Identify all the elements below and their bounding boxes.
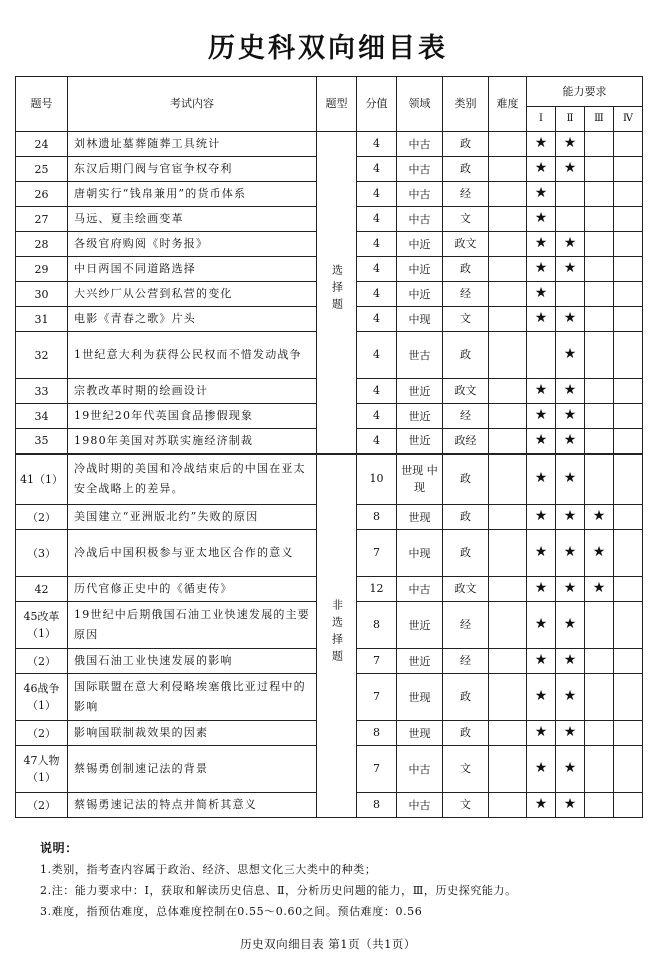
star-icon: ★ <box>534 431 548 448</box>
score: 8 <box>357 505 397 530</box>
star-icon: ★ <box>563 724 577 740</box>
score: 4 <box>357 182 397 207</box>
domain: 中古 <box>397 746 443 793</box>
ability-1-cell <box>527 379 556 404</box>
ability-1-cell <box>527 674 556 721</box>
ability-1-cell <box>527 182 556 207</box>
score: 7 <box>357 746 397 793</box>
domain: 世现 <box>397 674 443 721</box>
ability-2-cell <box>556 232 585 257</box>
category: 文 <box>443 793 489 818</box>
score: 4 <box>357 132 397 157</box>
ability-3-cell <box>585 721 614 746</box>
ability-1-cell <box>527 746 556 793</box>
question-number: 33 <box>16 379 68 404</box>
ability-4-cell <box>614 649 643 674</box>
domain: 世近 <box>397 429 443 454</box>
score: 4 <box>357 232 397 257</box>
category: 经 <box>443 404 489 429</box>
exam-content: 美国建立“亚洲版北约”失败的原因 <box>68 505 317 530</box>
difficulty <box>489 207 527 232</box>
header-ability-3: Ⅲ <box>585 107 614 132</box>
difficulty <box>489 746 527 793</box>
exam-content: 冷战后中国积极参与亚太地区合作的意义 <box>68 530 317 577</box>
note-line: 2.注：能力要求中：Ⅰ，获取和解读历史信息、Ⅱ，分析历史问题的能力，Ⅲ，历史探究能力。 <box>40 884 517 897</box>
ability-4-cell <box>614 232 643 257</box>
ability-3-cell <box>585 379 614 404</box>
ability-2-cell <box>556 746 585 793</box>
ability-4-cell <box>614 674 643 721</box>
ability-4-cell <box>614 530 643 577</box>
category: 政经 <box>443 429 489 454</box>
ability-2-cell <box>556 721 585 746</box>
category: 政 <box>443 454 489 505</box>
domain: 世近 <box>397 602 443 649</box>
ability-2-cell <box>556 157 585 182</box>
ability-1-cell <box>527 332 556 379</box>
ability-1-cell <box>527 793 556 818</box>
header-score: 分值 <box>357 77 397 132</box>
ability-3-cell <box>585 282 614 307</box>
ability-1-cell <box>527 207 556 232</box>
ability-4-cell <box>614 182 643 207</box>
difficulty <box>489 257 527 282</box>
category: 政 <box>443 674 489 721</box>
header-content: 考试内容 <box>68 77 317 132</box>
ability-4-cell <box>614 429 643 454</box>
ability-1-cell <box>527 429 556 454</box>
ability-1-cell <box>527 307 556 332</box>
ability-3-cell <box>585 332 614 379</box>
category: 政 <box>443 257 489 282</box>
header-difficulty: 难度 <box>489 77 527 132</box>
question-number: （3） <box>16 530 68 577</box>
difficulty <box>489 505 527 530</box>
question-number: 24 <box>16 132 68 157</box>
star-icon: ★ <box>563 346 577 362</box>
domain: 中古 <box>397 207 443 232</box>
ability-3-cell <box>585 454 614 505</box>
ability-1-cell <box>527 157 556 182</box>
exam-content: 各级官府购阅《时务报》 <box>68 232 317 257</box>
score: 7 <box>357 530 397 577</box>
question-number: 34 <box>16 404 68 429</box>
ability-2-cell <box>556 793 585 818</box>
star-icon: ★ <box>534 382 548 398</box>
header-type: 题型 <box>317 77 357 132</box>
difficulty <box>489 602 527 649</box>
ability-1-cell <box>527 232 556 257</box>
star-icon: ★ <box>563 235 577 251</box>
domain: 世近 <box>397 404 443 429</box>
category: 政文 <box>443 379 489 404</box>
ability-2-cell <box>556 429 585 454</box>
ability-1-cell <box>527 454 556 505</box>
star-icon: ★ <box>563 688 577 704</box>
star-icon: ★ <box>563 160 577 176</box>
question-number: 27 <box>16 207 68 232</box>
question-number: 31 <box>16 307 68 332</box>
exam-content: 中日两国不同道路选择 <box>68 257 317 282</box>
question-number: 42 <box>16 577 68 602</box>
ability-2-cell <box>556 649 585 674</box>
star-icon: ★ <box>534 508 548 524</box>
question-number: 29 <box>16 257 68 282</box>
ability-4-cell <box>614 454 643 505</box>
score: 7 <box>357 649 397 674</box>
score: 4 <box>357 307 397 332</box>
difficulty <box>489 379 527 404</box>
spec-table <box>15 76 643 818</box>
difficulty <box>489 182 527 207</box>
exam-content: 刘林遗址墓葬随葬工具统计 <box>68 132 317 157</box>
header-ability-4: Ⅳ <box>614 107 643 132</box>
ability-3-cell <box>585 793 614 818</box>
ability-1-cell <box>527 530 556 577</box>
ability-4-cell <box>614 505 643 530</box>
question-number: 47人物（1） <box>16 746 68 793</box>
ability-1-cell <box>527 404 556 429</box>
difficulty <box>489 332 527 379</box>
star-icon: ★ <box>534 235 548 251</box>
table-row <box>16 132 643 157</box>
star-icon: ★ <box>534 135 548 151</box>
ability-2-cell <box>556 207 585 232</box>
difficulty <box>489 429 527 454</box>
category: 政 <box>443 132 489 157</box>
ability-2-cell <box>556 404 585 429</box>
score: 7 <box>357 674 397 721</box>
category: 政 <box>443 505 489 530</box>
ability-3-cell <box>585 674 614 721</box>
exam-content: 1980年美国对苏联实施经济制裁 <box>68 429 317 454</box>
page-footer: 历史双向细目表 第1页（共1页） <box>240 937 416 951</box>
ability-4-cell <box>614 257 643 282</box>
ability-3-cell <box>585 649 614 674</box>
exam-content: 影响国联制裁效果的因素 <box>68 721 317 746</box>
ability-4-cell <box>614 332 643 379</box>
category: 经 <box>443 282 489 307</box>
ability-1-cell <box>527 577 556 602</box>
category: 文 <box>443 307 489 332</box>
star-icon: ★ <box>563 382 577 398</box>
ability-2-cell <box>556 132 585 157</box>
star-icon: ★ <box>563 470 577 487</box>
ability-3-cell <box>585 602 614 649</box>
category: 经 <box>443 182 489 207</box>
category: 文 <box>443 746 489 793</box>
ability-2-cell <box>556 454 585 505</box>
category: 政文 <box>443 232 489 257</box>
question-number: 26 <box>16 182 68 207</box>
star-icon: ★ <box>534 544 548 560</box>
ability-4-cell <box>614 157 643 182</box>
score: 4 <box>357 429 397 454</box>
category: 政 <box>443 157 489 182</box>
domain: 中近 <box>397 282 443 307</box>
exam-content: 马远、夏圭绘画变革 <box>68 207 317 232</box>
exam-content: 蔡锡勇创制速记法的背景 <box>68 746 317 793</box>
domain: 中近 <box>397 257 443 282</box>
difficulty <box>489 132 527 157</box>
star-icon: ★ <box>563 508 577 524</box>
question-number: （2） <box>16 793 68 818</box>
star-icon: ★ <box>534 310 548 326</box>
domain: 世近 <box>397 649 443 674</box>
exam-content: 电影《青春之歌》片头 <box>68 307 317 332</box>
ability-4-cell <box>614 721 643 746</box>
ability-1-cell <box>527 602 556 649</box>
note-line: 3.难度，指预估难度，总体难度控制在0.55～0.60之间。预估难度：0.56 <box>40 905 423 918</box>
ability-2-cell <box>556 530 585 577</box>
domain: 世近 <box>397 379 443 404</box>
star-icon: ★ <box>534 185 548 201</box>
star-icon: ★ <box>534 470 548 487</box>
exam-content: 东汉后期门阀与官宦争权夺利 <box>68 157 317 182</box>
ability-1-cell <box>527 282 556 307</box>
star-icon: ★ <box>534 616 548 632</box>
ability-3-cell <box>585 157 614 182</box>
notes <box>40 838 640 922</box>
difficulty <box>489 793 527 818</box>
header-ability: 能力要求 <box>527 77 643 107</box>
exam-content: 19世纪中后期俄国石油工业快速发展的主要原因 <box>68 602 317 649</box>
header-no: 题号 <box>16 77 68 132</box>
ability-1-cell <box>527 649 556 674</box>
ability-3-cell <box>585 232 614 257</box>
difficulty <box>489 577 527 602</box>
question-number: 46战争（1） <box>16 674 68 721</box>
notes-heading: 说明： <box>40 841 78 855</box>
star-icon: ★ <box>563 135 577 151</box>
exam-content: 冷战时期的美国和冷战结束后的中国在亚太安全战略上的差异。 <box>68 454 317 505</box>
question-number: 32 <box>16 332 68 379</box>
page-title: 历史科双向细目表 <box>208 33 448 64</box>
ability-3-cell <box>585 429 614 454</box>
score: 4 <box>357 282 397 307</box>
category: 政 <box>443 530 489 577</box>
ability-3-cell <box>585 746 614 793</box>
star-icon: ★ <box>534 796 548 812</box>
domain: 世古 <box>397 332 443 379</box>
ability-2-cell <box>556 282 585 307</box>
ability-2-cell <box>556 505 585 530</box>
score: 4 <box>357 207 397 232</box>
ability-1-cell <box>527 721 556 746</box>
ability-4-cell <box>614 132 643 157</box>
ability-3-cell <box>585 530 614 577</box>
difficulty <box>489 530 527 577</box>
exam-content: 19世纪20年代英国食品掺假现象 <box>68 404 317 429</box>
domain: 中古 <box>397 793 443 818</box>
domain: 世现 <box>397 721 443 746</box>
table-body <box>16 132 643 818</box>
ability-3-cell <box>585 132 614 157</box>
question-number: 41（1） <box>16 454 68 505</box>
exam-content: 唐朝实行“钱帛兼用”的货币体系 <box>68 182 317 207</box>
exam-content: 1世纪意大利为获得公民权而不惜发动战争 <box>68 332 317 379</box>
domain: 中古 <box>397 132 443 157</box>
category: 经 <box>443 602 489 649</box>
score: 4 <box>357 404 397 429</box>
table-row <box>16 454 643 505</box>
score: 8 <box>357 793 397 818</box>
difficulty <box>489 157 527 182</box>
type-label: 非选择题 <box>330 599 344 668</box>
difficulty <box>489 307 527 332</box>
question-number: 28 <box>16 232 68 257</box>
ability-1-cell <box>527 257 556 282</box>
star-icon: ★ <box>534 160 548 176</box>
star-icon: ★ <box>534 652 548 668</box>
star-icon: ★ <box>563 796 577 812</box>
category: 经 <box>443 649 489 674</box>
question-number: 30 <box>16 282 68 307</box>
domain: 中现 <box>397 530 443 577</box>
header-ability-1: Ⅰ <box>527 107 556 132</box>
ability-2-cell <box>556 379 585 404</box>
exam-content: 大兴纱厂从公营到私营的变化 <box>68 282 317 307</box>
star-icon: ★ <box>534 407 548 423</box>
domain: 中近 <box>397 232 443 257</box>
star-icon: ★ <box>534 580 548 596</box>
type-label: 选择题 <box>330 264 344 316</box>
ability-4-cell <box>614 207 643 232</box>
type-nonchoice <box>317 454 357 818</box>
domain: 中古 <box>397 157 443 182</box>
ability-2-cell <box>556 577 585 602</box>
question-number: （2） <box>16 721 68 746</box>
note-line: 1.类别，指考查内容属于政治、经济、思想文化三大类中的种类； <box>40 863 377 876</box>
score: 8 <box>357 721 397 746</box>
ability-2-cell <box>556 182 585 207</box>
exam-content: 国际联盟在意大利侵略埃塞俄比亚过程中的影响 <box>68 674 317 721</box>
domain: 世现 <box>397 505 443 530</box>
exam-content: 历代官修正史中的《循吏传》 <box>68 577 317 602</box>
ability-3-cell <box>585 307 614 332</box>
star-icon: ★ <box>563 310 577 326</box>
header-domain: 领域 <box>397 77 443 132</box>
ability-3-cell <box>585 182 614 207</box>
star-icon: ★ <box>534 260 548 276</box>
score: 4 <box>357 379 397 404</box>
exam-content: 宗教改革时期的绘画设计 <box>68 379 317 404</box>
ability-3-cell <box>585 207 614 232</box>
star-icon: ★ <box>563 431 577 448</box>
ability-4-cell <box>614 793 643 818</box>
question-number: 45改革（1） <box>16 602 68 649</box>
domain: 中古 <box>397 577 443 602</box>
category: 文 <box>443 207 489 232</box>
category: 政 <box>443 721 489 746</box>
star-icon: ★ <box>534 760 548 776</box>
difficulty <box>489 282 527 307</box>
difficulty <box>489 232 527 257</box>
star-icon: ★ <box>563 544 577 560</box>
ability-2-cell <box>556 602 585 649</box>
ability-2-cell <box>556 674 585 721</box>
exam-content: 蔡锡勇速记法的特点并简析其意义 <box>68 793 317 818</box>
domain: 中古 <box>397 182 443 207</box>
exam-content: 俄国石油工业快速发展的影响 <box>68 649 317 674</box>
score: 10 <box>357 454 397 505</box>
star-icon: ★ <box>534 688 548 704</box>
header-category: 类别 <box>443 77 489 132</box>
score: 4 <box>357 257 397 282</box>
ability-2-cell <box>556 307 585 332</box>
ability-1-cell <box>527 505 556 530</box>
question-number: 35 <box>16 429 68 454</box>
ability-3-cell <box>585 257 614 282</box>
header-ability-2: Ⅱ <box>556 107 585 132</box>
ability-4-cell <box>614 746 643 793</box>
star-icon: ★ <box>563 580 577 596</box>
ability-2-cell <box>556 257 585 282</box>
star-icon: ★ <box>592 544 606 560</box>
category: 政文 <box>443 577 489 602</box>
difficulty <box>489 674 527 721</box>
star-icon: ★ <box>563 260 577 276</box>
score: 8 <box>357 602 397 649</box>
difficulty <box>489 404 527 429</box>
star-icon: ★ <box>563 760 577 776</box>
star-icon: ★ <box>592 508 606 524</box>
ability-4-cell <box>614 282 643 307</box>
ability-3-cell <box>585 404 614 429</box>
score: 4 <box>357 332 397 379</box>
question-number: （2） <box>16 505 68 530</box>
star-icon: ★ <box>563 407 577 423</box>
ability-4-cell <box>614 577 643 602</box>
star-icon: ★ <box>534 285 548 301</box>
star-icon: ★ <box>563 652 577 668</box>
ability-3-cell <box>585 577 614 602</box>
question-number: 25 <box>16 157 68 182</box>
ability-3-cell <box>585 505 614 530</box>
ability-4-cell <box>614 379 643 404</box>
type-choice <box>317 132 357 454</box>
score: 12 <box>357 577 397 602</box>
domain: 中现 <box>397 307 443 332</box>
domain: 世现 中现 <box>397 454 443 505</box>
score: 4 <box>357 157 397 182</box>
difficulty <box>489 649 527 674</box>
ability-2-cell <box>556 332 585 379</box>
ability-1-cell <box>527 132 556 157</box>
ability-4-cell <box>614 404 643 429</box>
star-icon: ★ <box>592 580 606 596</box>
star-icon: ★ <box>534 724 548 740</box>
category: 政 <box>443 332 489 379</box>
question-number: （2） <box>16 649 68 674</box>
star-icon: ★ <box>563 616 577 632</box>
star-icon: ★ <box>534 210 548 226</box>
ability-4-cell <box>614 307 643 332</box>
difficulty <box>489 454 527 505</box>
difficulty <box>489 721 527 746</box>
ability-4-cell <box>614 602 643 649</box>
